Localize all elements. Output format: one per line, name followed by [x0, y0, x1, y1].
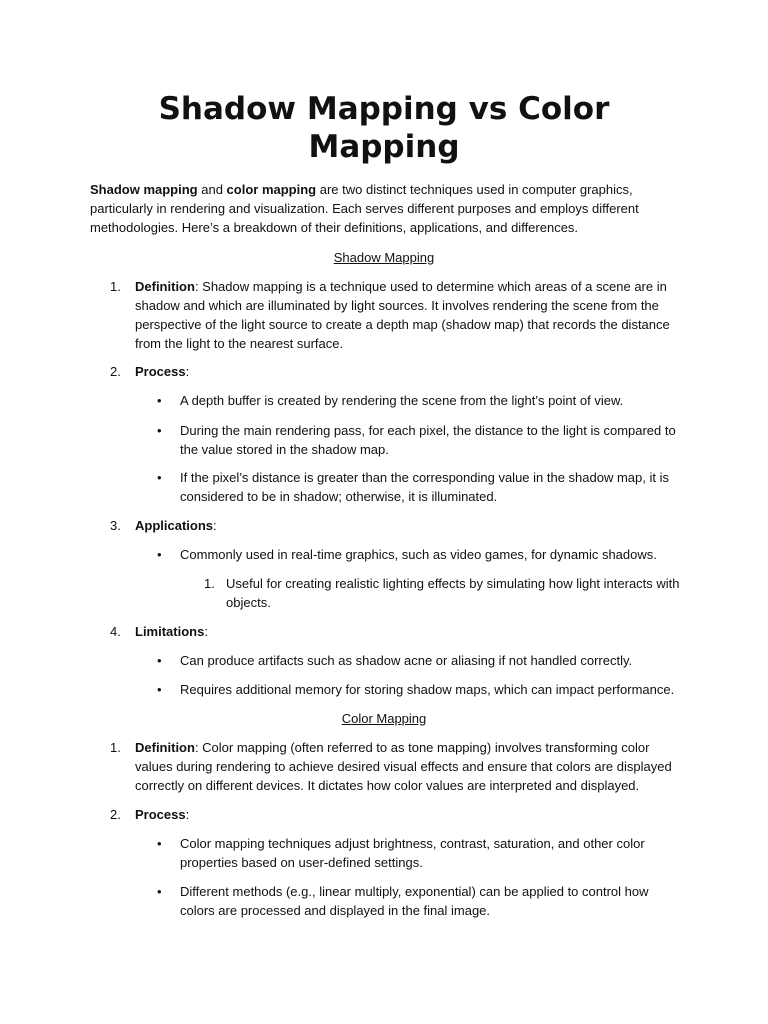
section-heading-shadow: Shadow Mapping	[333, 250, 435, 265]
item-colon: :	[185, 807, 190, 822]
intro-term-shadow: Shadow mapping	[90, 182, 198, 197]
list-item-definition	[135, 277, 680, 353]
intro-term-color: color mapping	[226, 182, 317, 197]
list-number: 2.	[110, 807, 121, 822]
item-colon: :	[204, 624, 208, 639]
item-label: Definition	[135, 740, 195, 755]
item-text: : Color mapping (often referred to as tone mapping) involves transforming color values during rendering to achieve desired visual effects and ensure that colors are displayed correctly on different devices. It dictates how color values are interpreted and displayed.	[135, 740, 672, 793]
section-heading-color: Color Mapping	[341, 711, 427, 726]
list-item-applications	[135, 516, 680, 535]
bullet-item: Can produce artifacts such as shadow acne or aliasing if not handled correctly.	[180, 653, 633, 668]
list-number: 2.	[110, 364, 121, 379]
bullet: •	[157, 393, 162, 408]
bullet-item: Commonly used in real-time graphics, such as video games, for dynamic shadows.	[180, 547, 657, 562]
bullet-item: Requires additional memory for storing shadow maps, which can impact performance.	[180, 682, 675, 697]
item-label: Definition	[135, 279, 195, 294]
bullet: •	[157, 836, 162, 851]
item-label: Process	[135, 364, 186, 379]
item-label: Process	[135, 807, 186, 822]
bullet-item: During the main rendering pass, for each pixel, the distance to the light is compared to the value stored in the shadow map.	[180, 423, 676, 457]
bullet: •	[157, 423, 162, 438]
bullet-item: Color mapping techniques adjust brightness, contrast, saturation, and other color properties based on user-defined settings.	[180, 836, 645, 870]
bullet: •	[157, 470, 162, 485]
bullet: •	[157, 682, 162, 697]
list-number: 3.	[110, 518, 121, 533]
bullet: •	[157, 884, 162, 899]
bullet: •	[157, 653, 162, 668]
list-item-limitations	[135, 622, 680, 641]
sub-list-item: Useful for creating realistic lighting effects by simulating how light interacts with objects.	[226, 576, 680, 610]
item-colon: :	[185, 364, 190, 379]
sub-list-number: 1.	[204, 576, 215, 591]
bullet-item: A depth buffer is created by rendering the scene from the light’s point of view.	[180, 393, 624, 408]
list-number: 1.	[110, 279, 121, 294]
list-number: 4.	[110, 624, 121, 639]
intro-and: and	[197, 182, 227, 197]
list-item-process	[135, 362, 680, 381]
bullet-item: Different methods (e.g., linear multiply, exponential) can be applied to control how colors are processed and displayed in the final image.	[180, 884, 649, 918]
intro-paragraph	[90, 180, 680, 237]
list-number: 1.	[110, 740, 121, 755]
list-item-process	[135, 805, 680, 824]
item-label: Applications	[135, 518, 214, 533]
item-colon: :	[213, 518, 217, 533]
list-item-definition	[135, 738, 680, 795]
item-text: : Shadow mapping is a technique used to determine which areas of a scene are in shadow and which are illuminated by light sources. It involves rendering the scene from the perspective of the light source to create a depth map (shadow map) that records the distance from the light to the nearest surface.	[135, 279, 670, 351]
item-label: Limitations	[135, 624, 205, 639]
page-title: Shadow Mapping vs Color Mapping	[158, 91, 610, 165]
intro-text: are two distinct techniques used in computer graphics, particularly in rendering and visualization. Each serves different purposes and employs different methodologies. Here’s a breakdown of their definitions, applications, and differences.	[90, 182, 639, 235]
bullet-item: If the pixel’s distance is greater than the corresponding value in the shadow map, it is considered to be in shadow; otherwise, it is illuminated.	[180, 470, 669, 504]
bullet: •	[157, 547, 162, 562]
